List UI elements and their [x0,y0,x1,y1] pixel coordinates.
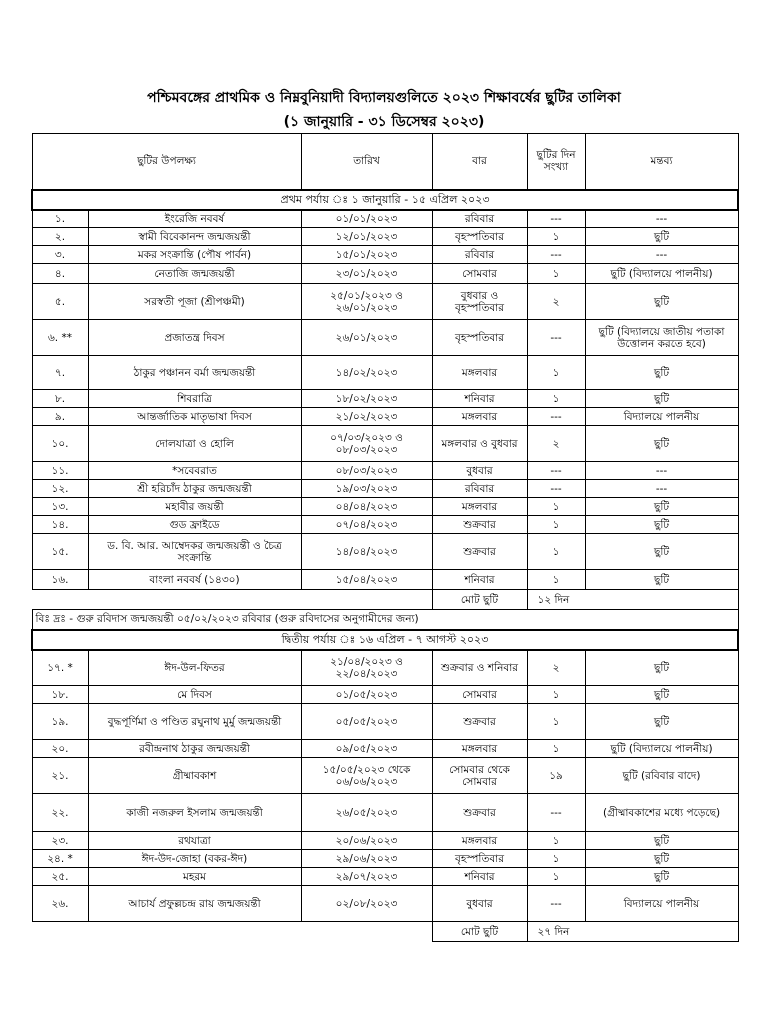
table-header-row [32,134,738,190]
holiday-name: মে দিবস [88,686,301,704]
table-row [32,390,738,408]
holiday-day: মঙ্গলবার [432,408,527,426]
serial-number: ২৪. * [32,850,88,868]
holiday-count: ২ [527,426,585,462]
phase-one-heading: প্রথম পর্যায় ঃ ১ জানুয়ারি - ১৫ এপ্রিল ২০২৩ [32,190,738,210]
serial-number: ৩. [32,246,88,264]
table-row [32,498,738,516]
table-row [32,794,738,832]
header-remarks: মন্তব্য [585,134,738,190]
holiday-date: ২৬/০৫/২০২৩ [301,794,432,832]
serial-number: ১০. [32,426,88,462]
holiday-date: ০৮/০৩/২০২৩ [301,462,432,480]
holiday-count: ১ [527,356,585,390]
table-row [32,210,738,228]
holiday-date: ২১/০৪/২০২৩ ও ২২/০৪/২০২৩ [301,650,432,686]
holiday-count: --- [527,480,585,498]
holiday-count: ১ [527,390,585,408]
serial-number: ১৮. [32,686,88,704]
holiday-remark: ছুটি [585,426,738,462]
serial-number: ৫. [32,284,88,320]
serial-number: ২৩. [32,832,88,850]
holiday-table [31,133,739,942]
holiday-count: ১ [527,228,585,246]
holiday-day: শুক্রবার [432,516,527,534]
table-row [32,758,738,794]
table-row [32,868,738,886]
holiday-date: ১৮/০২/২০২৩ [301,390,432,408]
holiday-remark: (গ্রীষ্মাবকাশের মধ্যে পড়েছে) [585,794,738,832]
holiday-date: ০১/০৫/২০২৩ [301,686,432,704]
holiday-day: শুক্রবার [432,704,527,740]
holiday-day: শনিবার [432,390,527,408]
holiday-remark: --- [585,462,738,480]
holiday-remark: ছুটি [585,570,738,590]
table-row [32,480,738,498]
holiday-date: ০৭/০৪/২০২৩ [301,516,432,534]
holiday-count: --- [527,320,585,356]
note-text: বিঃ দ্রঃ - গুরু রবিদাস জন্মজয়ন্তী ০৫/০২/২০২৩ রবিবার (গুরু রবিদাসের অনুগামীদের জন্য) [32,610,738,630]
holiday-date: ১৪/০২/২০২৩ [301,356,432,390]
holiday-day: সোমবার [432,264,527,284]
holiday-remark: বিদ্যালয়ে পালনীয় [585,886,738,922]
table-row [32,850,738,868]
holiday-name: রবীন্দ্রনাথ ঠাকুর জন্মজয়ন্তী [88,740,301,758]
table-row [32,356,738,390]
holiday-remark: ছুটি [585,704,738,740]
table-row [32,650,738,686]
serial-number: ২৬. [32,886,88,922]
holiday-date: ২১/০২/২০২৩ [301,408,432,426]
holiday-date: ২৯/০৬/২০২৩ [301,850,432,868]
holiday-day: বুধবার [432,462,527,480]
table-row [32,462,738,480]
holiday-remark: ছুটি (বিদ্যালয়ে পালনীয়) [585,740,738,758]
holiday-date: ০৭/০৩/২০২৩ ও ০৮/০৩/২০২৩ [301,426,432,462]
table-row [32,740,738,758]
holiday-count: ১ [527,850,585,868]
holiday-day: রবিবার [432,210,527,228]
holiday-name: মহরম [88,868,301,886]
table-row [32,534,738,570]
table-row [32,704,738,740]
holiday-count: --- [527,246,585,264]
serial-number: ১৬. [32,570,88,590]
holiday-remark: ছুটি [585,534,738,570]
holiday-name: শ্রী হরিচাঁদ ঠাকুর জন্মজয়ন্তী [88,480,301,498]
serial-number: ১৪. [32,516,88,534]
holiday-day: মঙ্গলবার [432,832,527,850]
holiday-day: মঙ্গলবার [432,498,527,516]
holiday-remark: ছুটি [585,284,738,320]
serial-number: ২৫. [32,868,88,886]
phase-two-heading-row [32,630,738,650]
serial-number: ৪. [32,264,88,284]
holiday-date: ০১/০১/২০২৩ [301,210,432,228]
header-occasion: ছুটির উপলক্ষ্য [32,134,301,190]
holiday-date: ০৫/০৫/২০২৩ [301,704,432,740]
holiday-name: আন্তর্জাতিক মাতৃভাষা দিবস [88,408,301,426]
holiday-count: ১ [527,868,585,886]
holiday-count: --- [527,210,585,228]
holiday-count: ১ [527,264,585,284]
holiday-name: প্রজাতন্ত্র দিবস [88,320,301,356]
serial-number: ৬. ** [32,320,88,356]
holiday-remark: ছুটি (বিদ্যালয়ে জাতীয় পতাকা উত্তোলন করতে হবে) [585,320,738,356]
serial-number: ২২. [32,794,88,832]
total-row-phase-one [32,590,738,610]
holiday-date: ২৯/০৭/২০২৩ [301,868,432,886]
holiday-name: মকর সংক্রান্তি (পৌষ পার্বন) [88,246,301,264]
holiday-count: --- [527,408,585,426]
table-row [32,246,738,264]
holiday-table-body [32,134,738,942]
holiday-day: সোমবার থেকে সোমবার [432,758,527,794]
serial-number: ২১. [32,758,88,794]
holiday-name: স্বামী বিবেকানন্দ জন্মজয়ন্তী [88,228,301,246]
holiday-day: শুক্রবার [432,794,527,832]
holiday-remark: ছুটি [585,390,738,408]
holiday-day: মঙ্গলবার ও বুধবার [432,426,527,462]
holiday-date: ০২/০৮/২০২৩ [301,886,432,922]
holiday-count: ১ [527,704,585,740]
holiday-remark: ছুটি [585,228,738,246]
table-row [32,264,738,284]
holiday-day: মঙ্গলবার [432,356,527,390]
serial-number: ১৭. * [32,650,88,686]
holiday-name: ড. বি. আর. আম্বেদকর জন্মজয়ন্তী ও চৈত্র সংক্রান্তি [88,534,301,570]
holiday-day: শুক্রবার ও শনিবার [432,650,527,686]
total-value: ১২ দিন [527,590,738,610]
holiday-name: রথযাত্রা [88,832,301,850]
holiday-name: বুদ্ধপূর্ণিমা ও পণ্ডিত রঘুনাথ মুর্মু জন্মজয়ন্তী [88,704,301,740]
phase-two-heading: দ্বিতীয় পর্যায় ঃ ১৬ এপ্রিল - ৭ আগস্ট ২০২৩ [32,630,738,650]
holiday-remark: --- [585,210,738,228]
holiday-count: ২ [527,284,585,320]
serial-number: ১৩. [32,498,88,516]
holiday-day: মঙ্গলবার [432,740,527,758]
serial-number: ৯. [32,408,88,426]
holiday-day: শনিবার [432,570,527,590]
holiday-name: গ্রীষ্মাবকাশ [88,758,301,794]
holiday-date: ২৩/০১/২০২৩ [301,264,432,284]
holiday-date: ১৫/০৪/২০২৩ [301,570,432,590]
serial-number: ১. [32,210,88,228]
holiday-day: শনিবার [432,868,527,886]
holiday-date: ১৫/০১/২০২৩ [301,246,432,264]
holiday-date: ১২/০১/২০২৩ [301,228,432,246]
holiday-name: গুড ফ্রাইডে [88,516,301,534]
holiday-count: ১ [527,832,585,850]
holiday-remark: ছুটি [585,868,738,886]
holiday-remark: --- [585,480,738,498]
table-row [32,832,738,850]
holiday-count: --- [527,886,585,922]
holiday-date: ০৯/০৫/২০২৩ [301,740,432,758]
header-count: ছুটির দিন সংখ্যা [527,134,585,190]
holiday-day: শুক্রবার [432,534,527,570]
table-row [32,426,738,462]
total-label: মোট ছুটি [432,922,527,942]
serial-number: ৮. [32,390,88,408]
holiday-name: ইংরেজি নববর্ষ [88,210,301,228]
document-subtitle: (১ জানুয়ারি - ৩১ ডিসেম্বর ২০২৩) [283,114,485,130]
holiday-name: বাংলা নববর্ষ (১৪৩০) [88,570,301,590]
holiday-date: ১৯/০৩/২০২৩ [301,480,432,498]
holiday-date: ০৪/০৪/২০২৩ [301,498,432,516]
table-row [32,686,738,704]
holiday-count: ১ [527,686,585,704]
document-title: পশ্চিমবঙ্গের প্রাথমিক ও নিম্নবুনিয়াদী বিদ্যালয়গুলিতে ২০২৩ শিক্ষাবর্ষের ছুটির তালিকা [147,90,621,106]
holiday-remark: ছুটি [585,356,738,390]
serial-number: ৭. [32,356,88,390]
holiday-count: ১৯ [527,758,585,794]
holiday-count: --- [527,462,585,480]
holiday-name: ঈদ-উল-ফিতর [88,650,301,686]
table-row [32,570,738,590]
holiday-count: ১ [527,498,585,516]
holiday-remark: ছুটি (বিদ্যালয়ে পালনীয়) [585,264,738,284]
holiday-name: কাজী নজরুল ইসলাম জন্মজয়ন্তী [88,794,301,832]
total-value: ২৭ দিন [527,922,738,942]
holiday-date: ১৪/০৪/২০২৩ [301,534,432,570]
holiday-name: দোলযাত্রা ও হোলি [88,426,301,462]
serial-number: ১১. [32,462,88,480]
holiday-name: ঈদ-উদ-জোহা (বকর-ঈদ) [88,850,301,868]
holiday-remark: --- [585,246,738,264]
holiday-date: ২০/০৬/২০২৩ [301,832,432,850]
holiday-day: রবিবার [432,480,527,498]
holiday-count: ২ [527,650,585,686]
holiday-remark: বিদ্যালয়ে পালনীয় [585,408,738,426]
holiday-count: ১ [527,570,585,590]
holiday-remark: ছুটি [585,850,738,868]
holiday-day: রবিবার [432,246,527,264]
holiday-remark: ছুটি [585,498,738,516]
header-day: বার [432,134,527,190]
holiday-remark: ছুটি (রবিবার বাদে) [585,758,738,794]
holiday-remark: ছুটি [585,686,738,704]
serial-number: ২. [32,228,88,246]
holiday-date: ২৫/০১/২০২৩ ও ২৬/০১/২০২৩ [301,284,432,320]
holiday-name: সরস্বতী পূজা (শ্রীপঞ্চমী) [88,284,301,320]
holiday-name: নেতাজি জন্মজয়ন্তী [88,264,301,284]
table-row [32,886,738,922]
holiday-day: বৃহস্পতিবার [432,850,527,868]
header-date: তারিখ [301,134,432,190]
holiday-day: বুধবার ও বৃহস্পতিবার [432,284,527,320]
phase-one-heading-row [32,190,738,210]
holiday-date: ২৬/০১/২০২৩ [301,320,432,356]
serial-number: ১২. [32,480,88,498]
note-row [32,610,738,630]
table-row [32,408,738,426]
holiday-remark: ছুটি [585,832,738,850]
holiday-name: শিবরাত্রি [88,390,301,408]
holiday-count: ১ [527,516,585,534]
holiday-date: ১৫/০৫/২০২৩ থেকে ০৬/০৬/২০২৩ [301,758,432,794]
serial-number: ২০. [32,740,88,758]
holiday-day: সোমবার [432,686,527,704]
holiday-day: বুধবার [432,886,527,922]
holiday-name: মহাবীর জয়ন্তী [88,498,301,516]
holiday-day: বৃহস্পতিবার [432,320,527,356]
table-row [32,228,738,246]
holiday-count: ১ [527,534,585,570]
holiday-count: --- [527,794,585,832]
holiday-count: ১ [527,740,585,758]
holiday-name: ঠাকুর পঞ্চানন বর্মা জন্মজয়ন্তী [88,356,301,390]
table-row [32,320,738,356]
holiday-remark: ছুটি [585,516,738,534]
total-label: মোট ছুটি [432,590,527,610]
table-row [32,284,738,320]
holiday-day: বৃহস্পতিবার [432,228,527,246]
holiday-name: আচার্য প্রফুল্লচন্দ্র রায় জন্মজয়ন্তী [88,886,301,922]
total-row-phase-two [32,922,738,942]
serial-number: ১৯. [32,704,88,740]
holiday-remark: ছুটি [585,650,738,686]
holiday-name: *সবেবরাত [88,462,301,480]
serial-number: ১৫. [32,534,88,570]
table-row [32,516,738,534]
